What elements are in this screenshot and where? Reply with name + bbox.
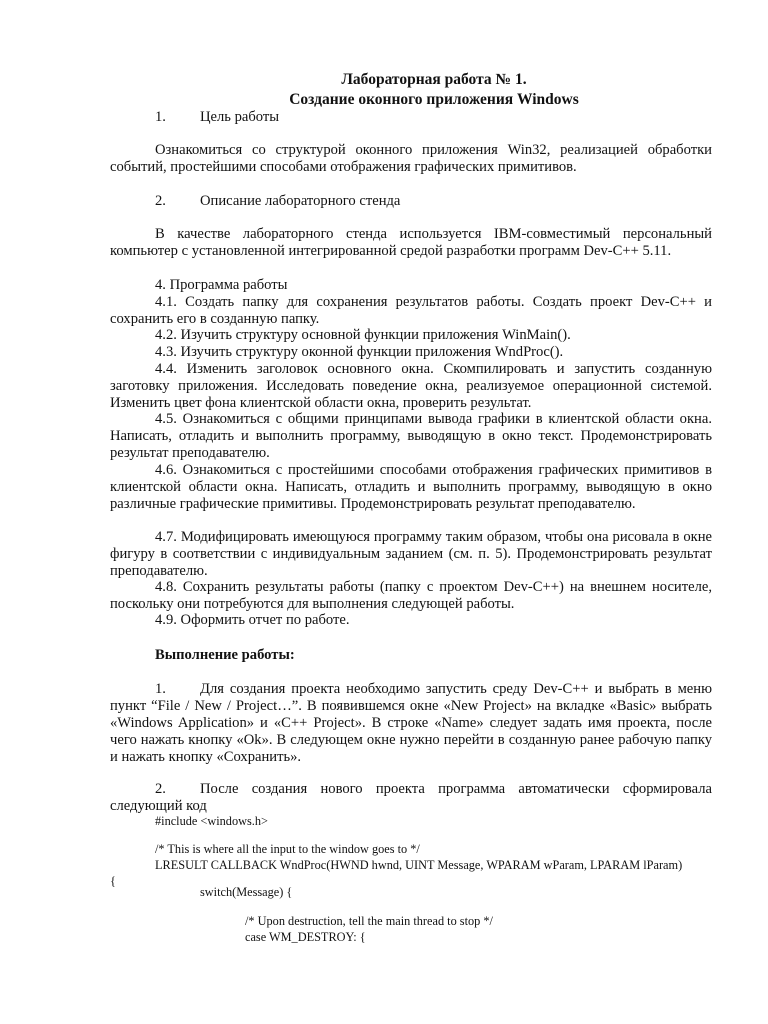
step-2-text-body: После создания нового проекта программа автоматически сформировала следующий код	[110, 781, 712, 814]
step-2-text	[110, 781, 712, 815]
program-item-4-1: 4.1. Создать папку для сохранения результатов работы. Создать проект Dev-C++ и сохранить его в созданную папку.	[110, 294, 712, 327]
program-item-4-3: 4.3. Изучить структуру оконной функции приложения WndProc().	[155, 344, 564, 360]
section-1-number: 1.	[155, 109, 166, 125]
code-line-switch: switch(Message) {	[200, 885, 293, 899]
program-item-4-9: 4.9. Оформить отчет по работе.	[155, 612, 350, 628]
code-line-open-brace: {	[110, 874, 116, 888]
step-2-number: 2.	[155, 781, 166, 797]
code-line-case-destroy: case WM_DESTROY: {	[245, 930, 366, 944]
program-heading: 4. Программа работы	[155, 277, 288, 293]
step-1-number: 1.	[155, 681, 166, 697]
section-1-text: Ознакомиться со структурой оконного приложения Win32, реализацией обработки событий, простейшими способами отображения графических примитивов.	[110, 142, 712, 175]
program-item-4-4: 4.4. Изменить заголовок основного окна. Скомпилировать и запустить созданную заготовку приложения. Исследовать поведение окна, реализуемое операционной системой. Изменить цвет фона клиентской области окна, проверить результат.	[110, 361, 712, 411]
document-title-line2: Создание оконного приложения Windows	[289, 91, 579, 108]
step-1-text	[110, 681, 712, 766]
step-1-text-body: Для создания проекта необходимо запустить среду Dev-C++ и выбрать в меню пункт “File / New / Project…”. В появившемся окне «New Project» на вкладке «Basic» выбрать «Windows Application» и «C++ Project». В строке «Name» следует задать имя проекта, после чего нажать кнопку «Ok». В следующем окне нужно перейти в созданную ранее рабочую папку и нажать кнопку «Сохранить».	[110, 681, 712, 765]
program-item-4-7: 4.7. Модифицировать имеющуюся программу таким образом, чтобы она рисовала в окне фигуру в соответствии с индивидуальным заданием (см. п. 5). Продемонстрировать результат преподавателю.	[110, 529, 712, 579]
program-item-4-5: 4.5. Ознакомиться с общими принципами вывода графики в клиентской области окна. Написать, отладить и выполнить программу, выводящую в окно текст. Продемонстрировать результат преподавателю.	[110, 411, 712, 461]
code-line-wndproc: LRESULT CALLBACK WndProc(HWND hwnd, UINT Message, WPARAM wParam, LPARAM lParam)	[155, 858, 683, 872]
execution-heading: Выполнение работы:	[155, 647, 295, 663]
section-2-text: В качестве лабораторного стенда используется IBM-совместимый персональный компьютер с установленной интегрированной средой разработки программ Dev-C++ 5.11.	[110, 226, 712, 259]
program-item-4-6: 4.6. Ознакомиться с простейшими способами отображения графических примитивов в клиентской области окна. Написать, отладить и выполнить программу, выводящую в окно различные графические примитивы. Продемонстрировать результат преподавателю.	[110, 462, 712, 512]
section-2-number: 2.	[155, 193, 166, 209]
section-1-heading: Цель работы	[200, 109, 280, 125]
code-line-comment-destroy: /* Upon destruction, tell the main thread to stop */	[245, 914, 493, 928]
program-item-4-2: 4.2. Изучить структуру основной функции приложения WinMain().	[155, 327, 571, 343]
document-title-line1: Лабораторная работа № 1.	[341, 71, 527, 88]
program-item-4-8: 4.8. Сохранить результаты работы (папку с проектом Dev-C++) на внешнем носителе, поскольку они потребуются для выполнения следующей работы.	[110, 579, 712, 612]
section-2-heading: Описание лабораторного стенда	[200, 193, 401, 209]
code-line-include: #include <windows.h>	[155, 814, 268, 828]
code-line-comment-input: /* This is where all the input to the window goes to */	[155, 842, 420, 856]
